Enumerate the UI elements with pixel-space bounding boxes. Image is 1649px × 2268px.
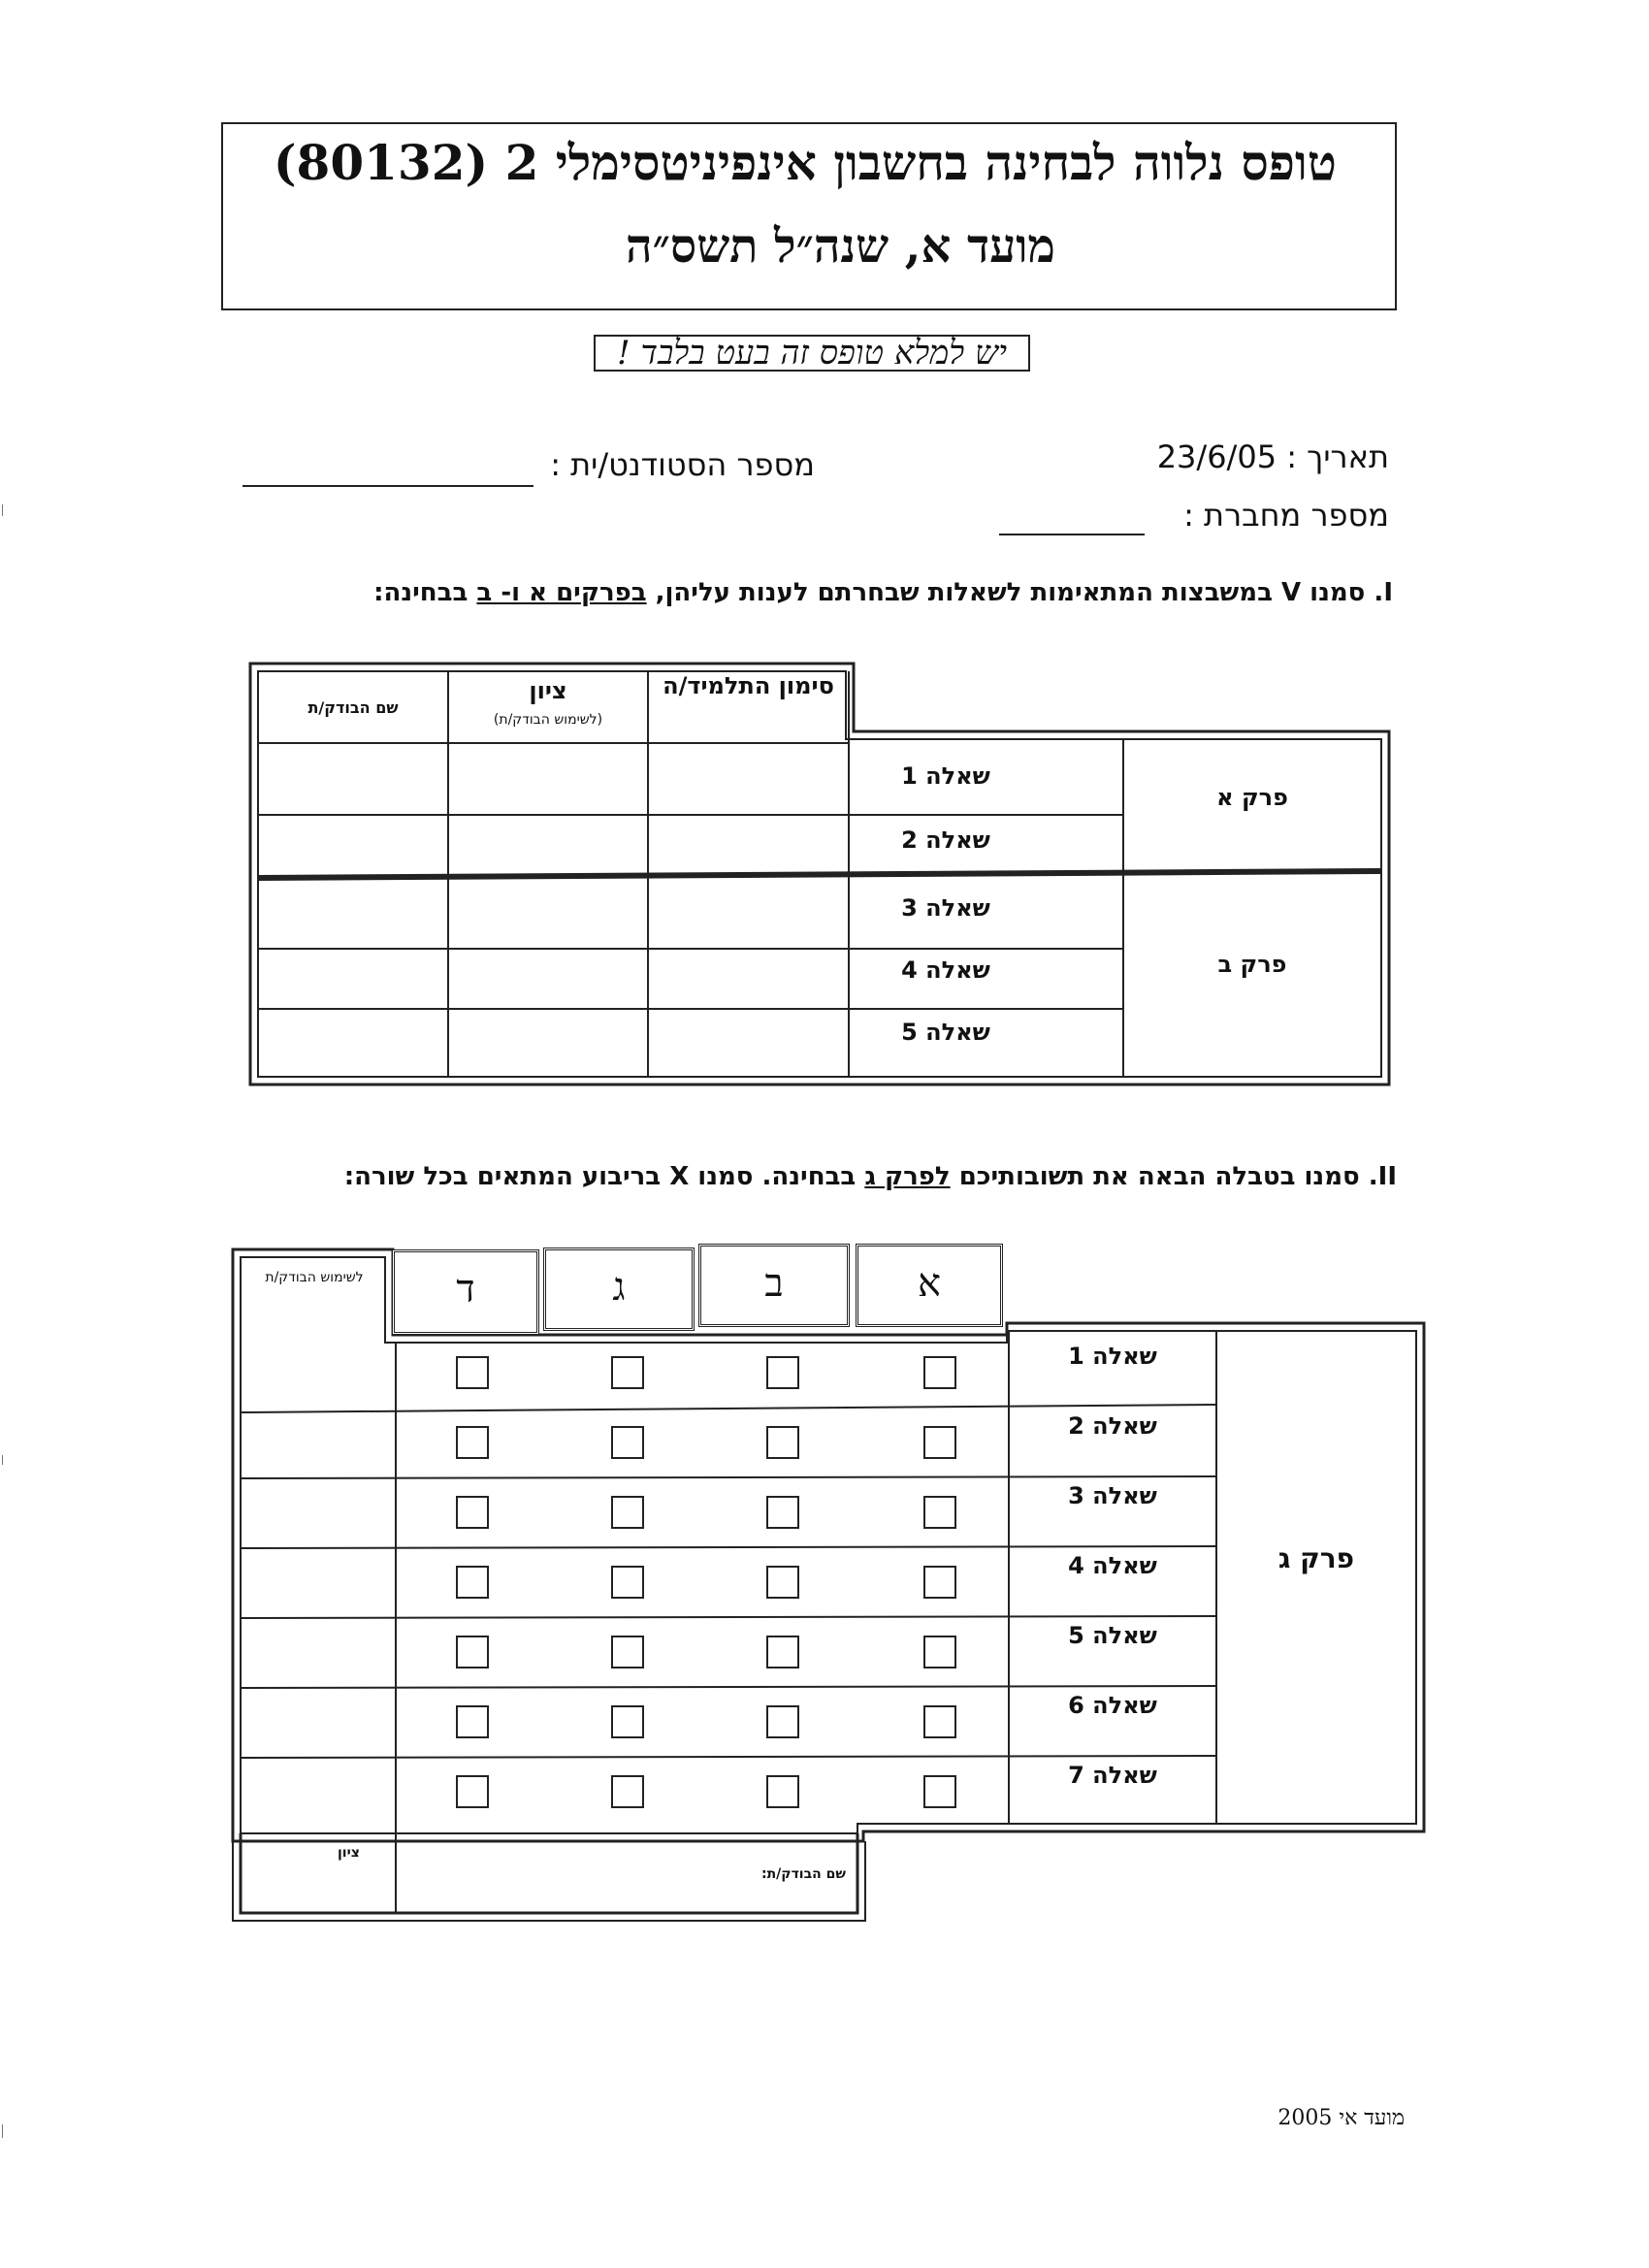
checkbox-q6-a[interactable] (923, 1705, 956, 1738)
grade-label: ציון (338, 1845, 360, 1861)
answer-letter-b: ב (764, 1261, 784, 1306)
checkbox-q7-c[interactable] (611, 1775, 644, 1808)
answer-letter-a: א (917, 1261, 941, 1306)
t2-question-7: שאלה 7 (1068, 1762, 1157, 1789)
checkbox-q6-c[interactable] (611, 1705, 644, 1738)
checkbox-q4-c[interactable] (611, 1566, 644, 1599)
checkbox-q3-a[interactable] (923, 1496, 956, 1529)
part-c-label: פרק ג (1277, 1542, 1355, 1574)
date-value: 23/6/05 (1156, 438, 1277, 475)
answer-header-d (392, 1249, 539, 1335)
section2-roman: II. (1368, 1162, 1397, 1191)
t1-question-1: שאלה 1 (901, 762, 990, 790)
checker-cell-q3[interactable] (241, 1482, 396, 1552)
form-subtitle: מועד א, שנה״ל תשס״ה (626, 219, 1055, 274)
t2-question-3: שאלה 3 (1068, 1482, 1157, 1509)
checkbox-q4-a[interactable] (923, 1566, 956, 1599)
section2-underlined: לפרק ג (864, 1162, 951, 1191)
checker-cell-q7[interactable] (241, 1762, 396, 1831)
section1-text: סמנו V במשבצות המתאימות לשאלות שבחרתם לענות עליהן, (646, 578, 1366, 607)
t1-question-3: שאלה 3 (901, 894, 990, 922)
checkbox-q5-b[interactable] (766, 1636, 799, 1669)
checker-name-field[interactable] (396, 1833, 857, 1913)
header-grade: ציון (529, 677, 567, 704)
checker-name-label: שם הבודק/ת: (760, 1866, 846, 1882)
scan-mark (2, 2124, 3, 2138)
checker-cell-q5[interactable] (241, 1622, 396, 1692)
t2-question-1: שאלה 1 (1068, 1343, 1157, 1370)
notebook-label: מספר מחברת : (1183, 497, 1389, 534)
checkbox-q7-d[interactable] (456, 1775, 489, 1808)
checker-cell-q4[interactable] (241, 1552, 396, 1622)
checkbox-q3-c[interactable] (611, 1496, 644, 1529)
t1-question-4: שאלה 4 (901, 956, 990, 984)
header-grade-note: (לשימוש הבודק/ת) (493, 712, 603, 728)
checkbox-q1-c[interactable] (611, 1356, 644, 1389)
checkbox-q7-a[interactable] (923, 1775, 956, 1808)
section1-text-end: בבחינה: (373, 578, 477, 607)
answer-letter-c: ג (612, 1265, 626, 1310)
checkbox-q5-d[interactable] (456, 1636, 489, 1669)
student-id-label: מספר הסטודנט/ית : (550, 446, 815, 483)
checker-use-header: לשימוש הבודק/ת (265, 1270, 364, 1285)
checkbox-q5-c[interactable] (611, 1636, 644, 1669)
checkbox-q2-b[interactable] (766, 1426, 799, 1459)
t1-question-5: שאלה 5 (901, 1019, 990, 1046)
part-b-label: פרק ב (1217, 951, 1287, 978)
checker-cell-q1[interactable] (241, 1343, 396, 1412)
checkbox-q4-d[interactable] (456, 1566, 489, 1599)
checker-cell-q6[interactable] (241, 1692, 396, 1762)
header-student-mark: סימון התלמיד/ה (663, 672, 834, 699)
checkbox-q6-d[interactable] (456, 1705, 489, 1738)
grade-field[interactable] (241, 1833, 396, 1913)
checkbox-q2-c[interactable] (611, 1426, 644, 1459)
checkbox-q3-b[interactable] (766, 1496, 799, 1529)
scan-mark (2, 1455, 3, 1465)
checkbox-q5-a[interactable] (923, 1636, 956, 1669)
t2-question-5: שאלה 5 (1068, 1622, 1157, 1649)
form-title: טופס נלווה לבחינה בחשבון אינפיניטסימלי 2 (80132) (273, 134, 1337, 191)
date-label: תאריך : (1286, 438, 1389, 475)
t2-question-4: שאלה 4 (1068, 1552, 1157, 1579)
checkbox-q2-a[interactable] (923, 1426, 956, 1459)
checkbox-q7-b[interactable] (766, 1775, 799, 1808)
t2-question-6: שאלה 6 (1068, 1692, 1157, 1719)
checkbox-q1-b[interactable] (766, 1356, 799, 1389)
checkbox-q1-a[interactable] (923, 1356, 956, 1389)
scan-mark (2, 504, 3, 516)
section2-text-end: בבחינה. סמנו X בריבוע המתאים בכל שורה: (343, 1162, 865, 1191)
answer-letter-d: ד (456, 1267, 475, 1312)
checkbox-q2-d[interactable] (456, 1426, 489, 1459)
part-a-label: פרק א (1216, 784, 1288, 811)
checkbox-q3-d[interactable] (456, 1496, 489, 1529)
section1-roman: I. (1374, 578, 1393, 607)
checkbox-q6-b[interactable] (766, 1705, 799, 1738)
checkbox-q1-d[interactable] (456, 1356, 489, 1389)
answer-header-b (698, 1244, 850, 1327)
answer-header-c (543, 1247, 695, 1331)
footer-text: מועד אי 2005 (1277, 2106, 1405, 2130)
header-checker-name: שם הבודק/ת (307, 698, 399, 717)
checker-cell-q2[interactable] (241, 1412, 396, 1482)
t2-question-2: שאלה 2 (1068, 1412, 1157, 1440)
checkbox-q4-b[interactable] (766, 1566, 799, 1599)
t1-question-2: שאלה 2 (901, 826, 990, 854)
pen-notice: יש למלא טופס זה בעט בלבד ! (594, 335, 1030, 372)
answer-header-a (856, 1244, 1003, 1327)
section2-text: סמנו בטבלה הבאה את תשובותיכם (950, 1162, 1360, 1191)
section1-underlined: בפרקים א ו- ב (476, 578, 647, 607)
